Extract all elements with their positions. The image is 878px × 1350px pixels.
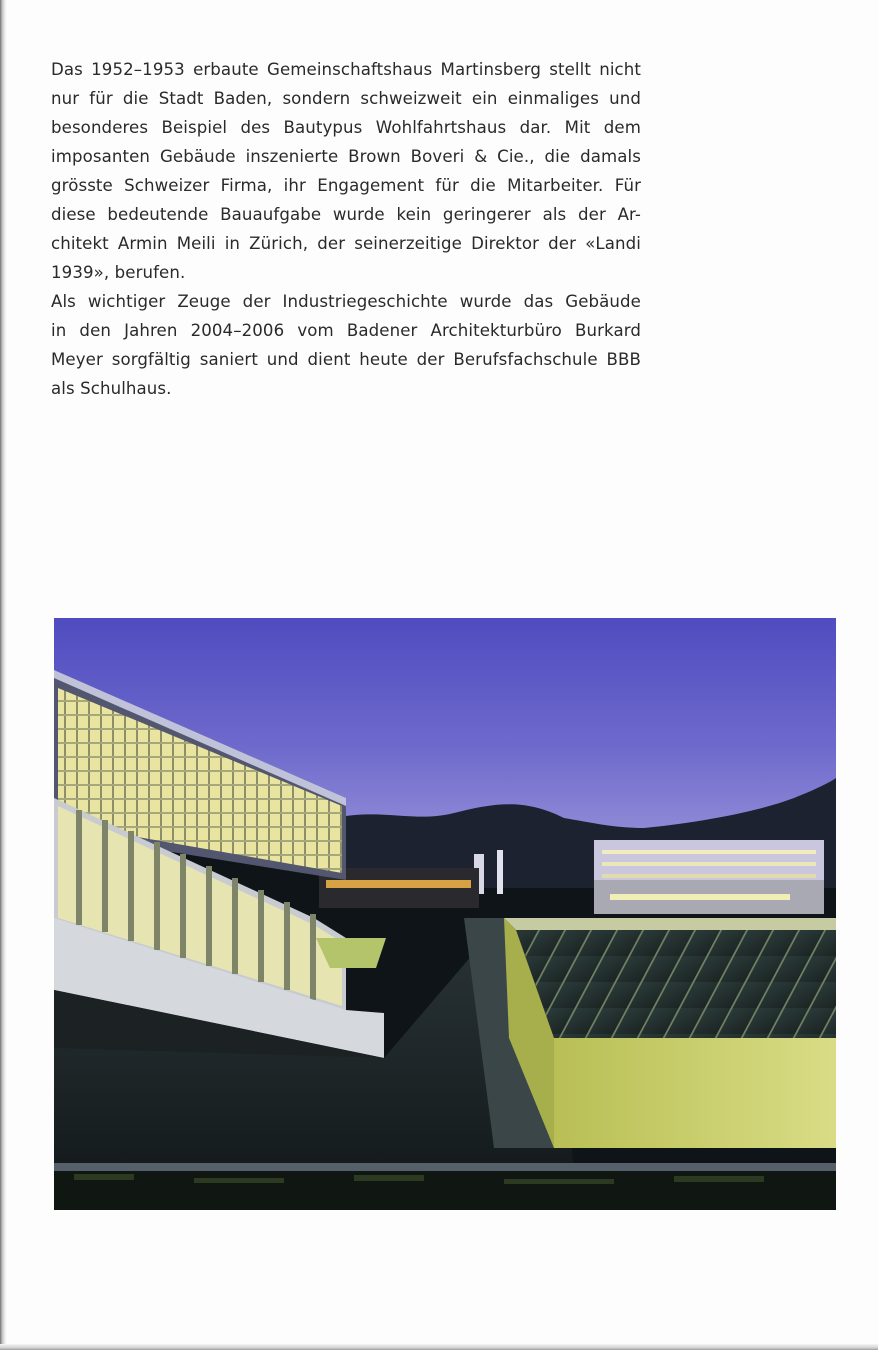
text-line: Meyer sorgfältig saniert und dient heute der Berufsfachschule BBB [51,350,641,369]
text-line: in den Jahren 2004–2006 vom Badener Architekturbüro Burkard [51,321,641,340]
distant-building-windows [602,862,816,866]
building-photo [54,618,836,1210]
text-line: 1939», berufen. [51,263,186,282]
paragraph-2 [51,287,641,403]
photo-illustration [54,618,836,1210]
body-text [51,55,641,403]
text-line: Als wichtiger Zeuge der Industriegeschichte wurde das Gebäude [51,292,641,311]
solar-building-roof-edge [504,918,836,930]
solar-building-roof [516,928,836,1038]
text-line: chitekt Armin Meili in Zürich, der seinerzeitige Direktor der «Landi [51,234,641,253]
page-edge-shadow-left [0,0,7,1350]
foreground-path [54,1163,836,1171]
solar-building-front-wall [554,1038,836,1148]
text-line: diese bedeutende Bauaufgabe wurde kein geringerer als der Ar- [51,205,641,224]
page-edge-shadow-bottom [0,1344,878,1350]
distant-building-windows [610,894,790,900]
text-line: grösste Schweizer Firma, ihr Engagement für die Mitarbeiter. Für [51,176,641,195]
chimney [497,850,503,894]
text-line: als Schulhaus. [51,379,172,398]
distant-building-windows [602,850,816,854]
text-line: besonderes Beispiel des Bautypus Wohlfahrtshaus dar. Mit dem [51,118,641,137]
text-line: Das 1952–1953 erbaute Gemeinschaftshaus Martinsberg stellt nicht [51,60,641,79]
text-line: nur für die Stadt Baden, sondern schweizweit ein einmaliges und [51,89,641,108]
paragraph-1 [51,55,641,287]
distant-lights [326,880,471,888]
distant-building-windows [602,874,816,878]
text-line: imposanten Gebäude inszenierte Brown Boveri & Cie., die damals [51,147,641,166]
